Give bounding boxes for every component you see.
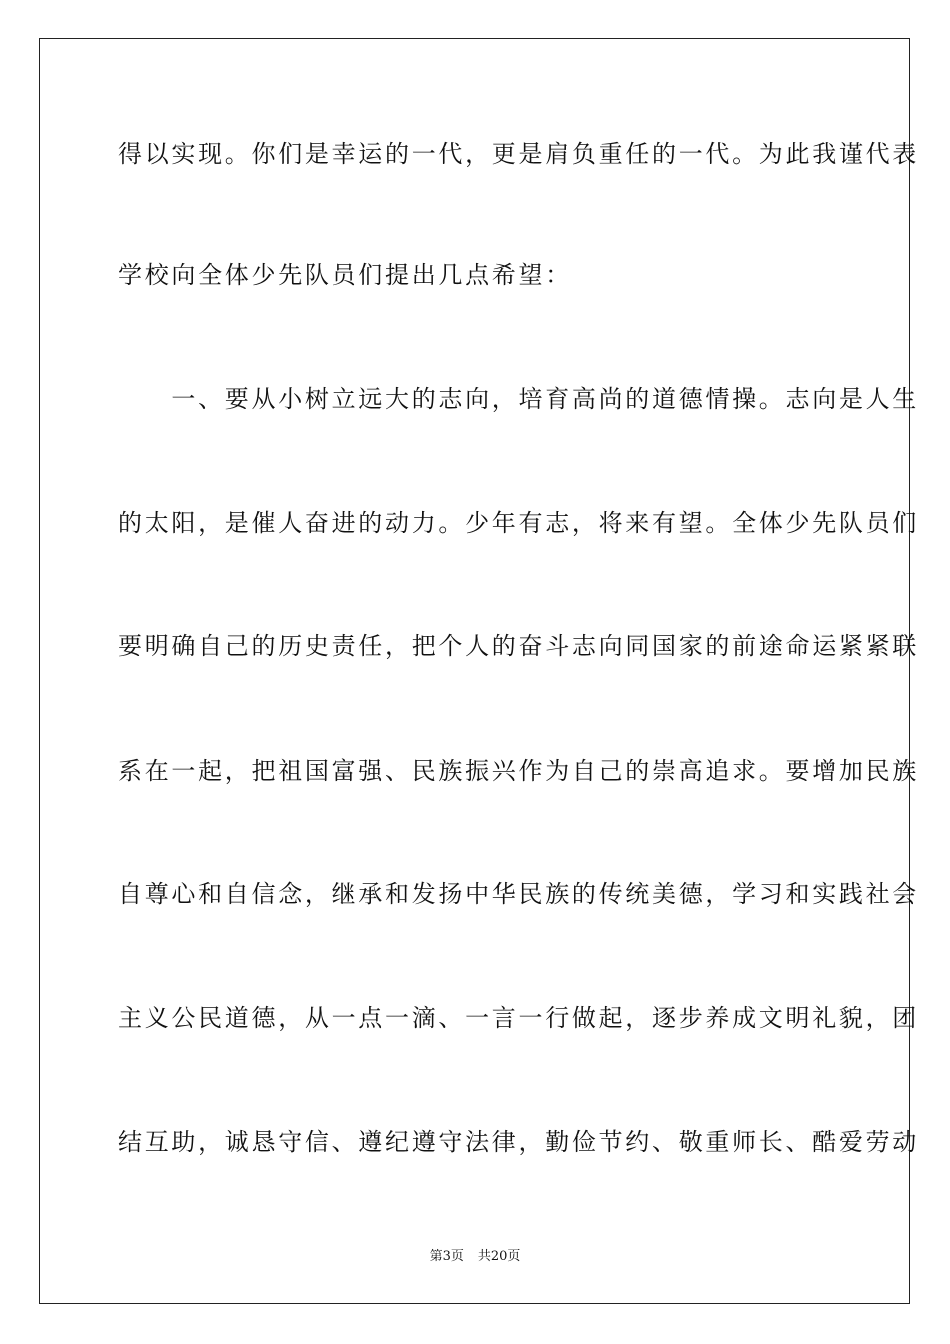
text-line: 结互助，诚恳守信、遵纪遵守法律，勤俭节约、敬重师长、酷爱劳动 [118,1128,919,1156]
page-footer [0,1249,950,1265]
text-line: 要明确自己的历史责任，把个人的奋斗志向同国家的前途命运紧紧联 [118,632,919,660]
page-border [39,38,919,1304]
text-line: 主义公民道德，从一点一滴、一言一行做起，逐步养成文明礼貌，团 [118,1004,919,1032]
text-line: 的太阳，是催人奋进的动力。少年有志，将来有望。全体少先队员们 [118,509,919,537]
text-line: 系在一起，把祖国富强、民族振兴作为自己的崇高追求。要增加民族 [118,757,919,785]
text-line: 学校向全体少先队员们提出几点希望： [118,261,572,289]
text-line: 一、要从小树立远大的志向，培育高尚的道德情操。志向是人生 [118,385,919,413]
page-number: 第3页 [429,1249,464,1264]
page-total: 共20页 [477,1249,521,1264]
text-line: 自尊心和自信念，继承和发扬中华民族的传统美德，学习和实践社会 [118,880,919,908]
text-line: 得以实现。你们是幸运的一代，更是肩负重任的一代。为此我谨代表 [118,140,919,168]
